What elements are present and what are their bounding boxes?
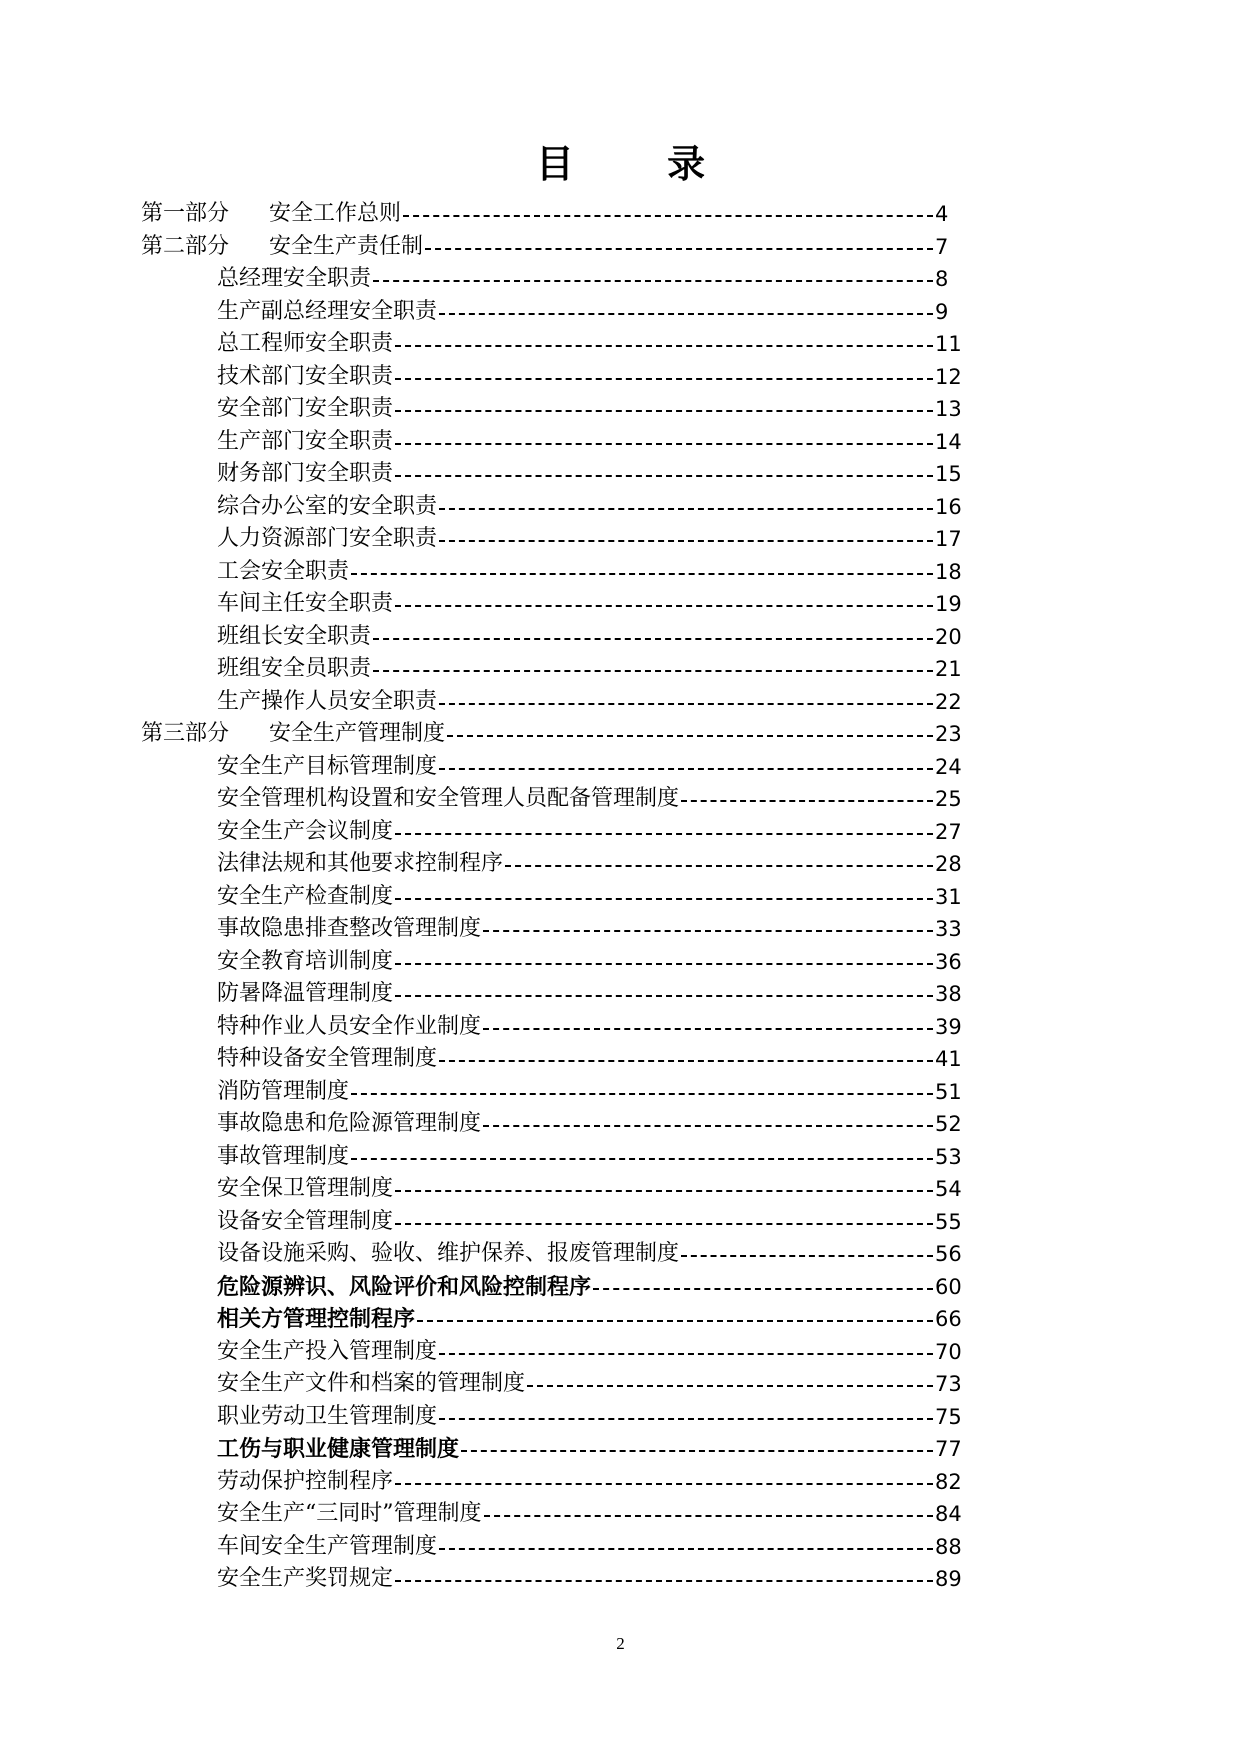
toc-page-number: 27 <box>935 819 962 844</box>
toc-entry-title: 财务部门安全职责 <box>217 461 394 486</box>
toc-dot-leader <box>395 443 933 445</box>
toc-page-number: 33 <box>935 917 962 941</box>
toc-page-number: 41 <box>935 1047 962 1071</box>
toc-entry-title: 安全生产会议制度 <box>217 818 394 844</box>
toc-entry[interactable] <box>0 718 1241 751</box>
toc-page-number: 28 <box>935 852 962 876</box>
table-of-contents <box>0 198 1241 1596</box>
toc-entry-title: 生产副总经理安全职责 <box>217 298 438 324</box>
toc-entry-title: 消防管理制度 <box>217 1078 350 1104</box>
toc-dot-leader <box>373 670 933 672</box>
toc-page-number: 51 <box>935 1079 962 1104</box>
toc-entry[interactable] <box>0 653 1241 686</box>
toc-entry-title: 安全保卫管理制度 <box>217 1176 394 1201</box>
toc-dot-leader <box>417 1320 933 1322</box>
toc-page-number: 4 <box>935 202 949 226</box>
toc-entry[interactable] <box>0 361 1241 394</box>
toc-page-number: 16 <box>935 494 962 519</box>
toc-entry-title: 班组长安全职责 <box>217 623 372 649</box>
toc-dot-leader <box>505 865 933 867</box>
toc-dot-leader <box>447 735 933 737</box>
toc-page-number: 75 <box>935 1404 962 1429</box>
toc-dot-leader <box>439 313 933 315</box>
toc-entry-title: 安全管理机构设置和安全管理人员配备管理制度 <box>217 786 680 811</box>
toc-dot-leader <box>373 638 933 640</box>
toc-page-number: 14 <box>935 429 962 454</box>
toc-entry-title: 人力资源部门安全职责 <box>217 526 438 551</box>
toc-dot-leader <box>681 1255 933 1257</box>
toc-entry-title: 安全生产责任制 <box>269 233 424 259</box>
toc-entry[interactable] <box>0 946 1241 979</box>
toc-entry-title: 防暑降温管理制度 <box>217 981 394 1006</box>
toc-entry[interactable] <box>0 1563 1241 1596</box>
toc-entry[interactable] <box>0 1076 1241 1109</box>
toc-page-number: 54 <box>935 1177 962 1201</box>
toc-entry-title: 工会安全职责 <box>217 558 350 584</box>
toc-dot-leader <box>439 703 933 705</box>
toc-entry-title: 生产部门安全职责 <box>217 428 394 454</box>
toc-entry[interactable] <box>0 588 1241 621</box>
toc-entry[interactable] <box>0 1303 1241 1336</box>
toc-page-number: 25 <box>935 787 962 811</box>
toc-entry[interactable] <box>0 296 1241 329</box>
toc-dot-leader <box>351 573 933 575</box>
toc-title: 目 录 <box>535 141 746 186</box>
toc-entry[interactable] <box>0 1271 1241 1304</box>
toc-page-number: 38 <box>935 982 962 1006</box>
toc-page-number: 73 <box>935 1372 962 1396</box>
toc-entry[interactable] <box>0 198 1241 231</box>
toc-dot-leader <box>395 898 933 900</box>
toc-entry-title: 车间主任安全职责 <box>217 591 394 616</box>
toc-entry[interactable] <box>0 621 1241 654</box>
toc-entry-title: 安全生产投入管理制度 <box>217 1338 438 1364</box>
toc-dot-leader <box>439 768 933 770</box>
toc-dot-leader <box>395 1483 933 1485</box>
toc-dot-leader <box>483 1125 933 1127</box>
toc-dot-leader <box>395 605 933 607</box>
toc-part-label: 第三部分 <box>141 721 230 746</box>
toc-page-number: 77 <box>935 1437 962 1461</box>
toc-entry[interactable] <box>0 1173 1241 1206</box>
toc-entry-title: 班组安全员职责 <box>217 656 372 681</box>
toc-dot-leader <box>395 475 933 477</box>
toc-entry[interactable] <box>0 1043 1241 1076</box>
toc-entry-title: 劳动保护控制程序 <box>217 1468 394 1494</box>
toc-dot-leader <box>403 215 933 217</box>
toc-entry[interactable] <box>0 393 1241 426</box>
toc-dot-leader <box>527 1385 933 1387</box>
toc-entry[interactable] <box>0 426 1241 459</box>
toc-entry-title: 法律法规和其他要求控制程序 <box>217 851 504 876</box>
toc-entry-title: 车间安全生产管理制度 <box>217 1533 438 1559</box>
toc-entry[interactable] <box>0 1498 1241 1531</box>
toc-page-number: 53 <box>935 1144 962 1169</box>
toc-page-number: 19 <box>935 592 962 616</box>
toc-dot-leader <box>593 1288 933 1290</box>
toc-dot-leader <box>395 378 933 380</box>
toc-dot-leader <box>395 833 933 835</box>
toc-entry-title: 事故隐患和危险源管理制度 <box>217 1111 482 1136</box>
toc-page-number: 70 <box>935 1339 962 1364</box>
toc-entry-title: 职业劳动卫生管理制度 <box>217 1403 438 1429</box>
toc-entry-title: 设备设施采购、验收、维护保养、报废管理制度 <box>217 1241 680 1266</box>
toc-page-number: 15 <box>935 462 962 486</box>
toc-entry[interactable] <box>0 458 1241 491</box>
toc-entry-title: 安全教育培训制度 <box>217 948 394 974</box>
toc-dot-leader <box>483 1028 933 1030</box>
toc-page-number: 22 <box>935 689 962 714</box>
toc-entry-title: 总经理安全职责 <box>217 266 372 291</box>
toc-entry[interactable] <box>0 263 1241 296</box>
toc-entry[interactable] <box>0 913 1241 946</box>
toc-entry-title: 危险源辨识、风险评价和风险控制程序 <box>217 1273 592 1300</box>
toc-page-number: 20 <box>935 624 962 649</box>
toc-dot-leader <box>395 963 933 965</box>
toc-entry-title: 安全部门安全职责 <box>217 396 394 421</box>
toc-entry-title: 设备安全管理制度 <box>217 1208 394 1234</box>
toc-entry-title: 事故管理制度 <box>217 1143 350 1169</box>
toc-entry[interactable] <box>0 328 1241 361</box>
toc-entry-title: 技术部门安全职责 <box>217 363 394 389</box>
toc-entry-title: 特种作业人员安全作业制度 <box>217 1013 482 1039</box>
toc-page-number: 13 <box>935 397 962 421</box>
toc-entry-title: 安全生产检查制度 <box>217 883 394 909</box>
toc-page-number: 7 <box>935 234 949 259</box>
toc-page-number: 55 <box>935 1209 962 1234</box>
toc-dot-leader <box>439 1418 933 1420</box>
toc-entry[interactable] <box>0 751 1241 784</box>
toc-entry[interactable] <box>0 1108 1241 1141</box>
toc-entry[interactable] <box>0 523 1241 556</box>
toc-dot-leader <box>395 995 933 997</box>
toc-dot-leader <box>439 1060 933 1062</box>
toc-dot-leader <box>395 410 933 412</box>
toc-page-number: 56 <box>935 1242 962 1266</box>
toc-entry-title: 工伤与职业健康管理制度 <box>217 1436 460 1462</box>
toc-dot-leader <box>439 540 933 542</box>
page-number: 2 <box>616 1634 625 1653</box>
toc-dot-leader <box>425 248 933 250</box>
toc-dot-leader <box>681 800 933 802</box>
toc-dot-leader <box>373 280 933 282</box>
toc-entry-title: 安全生产“三同时”管理制度 <box>217 1501 482 1526</box>
toc-entry-title: 总工程师安全职责 <box>217 331 394 356</box>
toc-dot-leader <box>484 1515 934 1517</box>
toc-page-number: 23 <box>935 722 962 746</box>
toc-page-number: 84 <box>935 1502 962 1526</box>
toc-page-number: 89 <box>935 1567 962 1591</box>
toc-entry[interactable] <box>0 1336 1241 1369</box>
toc-entry[interactable] <box>0 1238 1241 1271</box>
toc-entry-title: 安全生产目标管理制度 <box>217 753 438 779</box>
toc-entry[interactable] <box>0 1466 1241 1499</box>
toc-entry-title: 安全生产文件和档案的管理制度 <box>217 1371 526 1396</box>
toc-dot-leader <box>439 1548 933 1550</box>
toc-entry[interactable] <box>0 1401 1241 1434</box>
toc-entry-title: 事故隐患排查整改管理制度 <box>217 916 482 941</box>
toc-entry-title: 安全生产管理制度 <box>269 721 446 746</box>
toc-dot-leader <box>395 345 933 347</box>
toc-part-label: 第二部分 <box>141 233 230 259</box>
toc-page-number: 18 <box>935 559 962 584</box>
toc-entry[interactable] <box>0 881 1241 914</box>
toc-entry[interactable] <box>0 1368 1241 1401</box>
toc-page-number: 21 <box>935 657 962 681</box>
toc-page-number: 24 <box>935 754 962 779</box>
toc-entry-title: 特种设备安全管理制度 <box>217 1046 438 1071</box>
toc-dot-leader <box>395 1580 933 1582</box>
toc-entry[interactable] <box>0 1531 1241 1564</box>
toc-page-number: 88 <box>935 1534 962 1559</box>
toc-entry[interactable] <box>0 816 1241 849</box>
toc-entry[interactable] <box>0 978 1241 1011</box>
toc-entry[interactable] <box>0 1206 1241 1239</box>
toc-entry[interactable] <box>0 556 1241 589</box>
toc-part-label: 第一部分 <box>141 201 230 226</box>
toc-dot-leader <box>439 1353 933 1355</box>
toc-entry-title: 安全工作总则 <box>269 201 402 226</box>
toc-dot-leader <box>351 1158 933 1160</box>
toc-page-number: 31 <box>935 884 962 909</box>
toc-dot-leader <box>351 1093 933 1095</box>
toc-entry-title: 相关方管理控制程序 <box>217 1306 416 1332</box>
toc-entry[interactable] <box>0 231 1241 264</box>
toc-dot-leader <box>483 930 933 932</box>
toc-page-number: 17 <box>935 527 962 551</box>
toc-page-number: 82 <box>935 1469 962 1494</box>
toc-entry[interactable] <box>0 1011 1241 1044</box>
toc-page-number: 8 <box>935 267 949 291</box>
toc-entry[interactable] <box>0 491 1241 524</box>
toc-page-number: 9 <box>935 299 949 324</box>
toc-dot-leader <box>461 1450 933 1452</box>
toc-dot-leader <box>395 1190 933 1192</box>
toc-page-number: 39 <box>935 1014 962 1039</box>
toc-dot-leader <box>439 508 933 510</box>
toc-page-number: 60 <box>935 1274 962 1299</box>
toc-page-number: 66 <box>935 1307 962 1331</box>
toc-entry-title: 安全生产奖罚规定 <box>217 1566 394 1591</box>
toc-entry[interactable] <box>0 686 1241 719</box>
toc-entry[interactable] <box>0 1141 1241 1174</box>
toc-entry[interactable] <box>0 783 1241 816</box>
toc-entry[interactable] <box>0 848 1241 881</box>
toc-dot-leader <box>395 1223 933 1225</box>
toc-page-number: 52 <box>935 1112 962 1136</box>
toc-page-number: 12 <box>935 364 962 389</box>
toc-entry-title: 生产操作人员安全职责 <box>217 688 438 714</box>
toc-entry-title: 综合办公室的安全职责 <box>217 493 438 519</box>
toc-entry[interactable] <box>0 1433 1241 1466</box>
toc-page-number: 36 <box>935 949 962 974</box>
toc-page-number: 11 <box>935 332 962 356</box>
